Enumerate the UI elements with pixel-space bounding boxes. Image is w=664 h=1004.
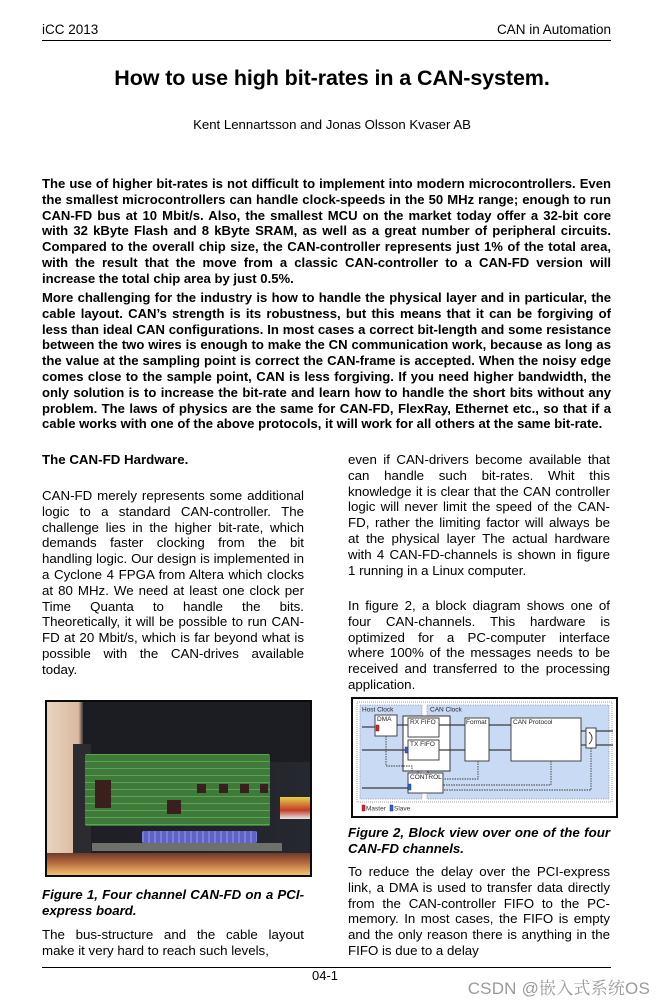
pcb-chip: [240, 784, 249, 793]
svg-text:CAN Protocol: CAN Protocol: [513, 719, 553, 726]
photo-background: [83, 702, 310, 762]
running-header-right: CAN in Automation: [496, 22, 611, 37]
page-number: 04-1: [312, 968, 339, 983]
right-paragraph-1: [348, 452, 610, 578]
abstract-text-2: More challenging for the industry is how to handle the physical layer and in particular, the cable layout. CAN’s strength is its robustness, but this means that it can be forgiving of less than ideal CAN configurations. In most cases a correct bit-length and some resistance between the two wires is enough to make the CN communication work, because as long as the value at the sampling point is correct the CAN-frame is accepted. When the noisy edge comes close to the sample point, CAN is less forgiving. If you need higher bandwidth, the only solution is to increase the bit-rate and learn how to handle the short bits without any problem. The laws of physics are the same for CAN-FD, FlexRay, Ethernet etc., so that if a cable works with one of the above protocols, it will work for all others at the same bit-rate.: [42, 290, 611, 432]
abstract-text-1: The use of higher bit-rates is not difficult to implement into modern microcontrollers. Even the smallest microcontrollers can handle clock-speeds in the 50 MHz range; enough to run CAN-FD bus at 10 Mbit/s. Also, the smallest MCU on the market today offer a 32-bit core with 32 kByte Flash and 8 kByte SRAM, as well as a great number of peripheral circuits. Compared to the overall chip size, the CAN-controller represents just 1% of the total area, with the result that the move from a classic CAN-controller to a CAN-FD version will increase the total chip area by just 0.5%.: [42, 176, 611, 286]
header-rule: [42, 40, 611, 41]
paper-title: How to use high bit-rates in a CAN-system.: [114, 66, 550, 90]
connector: [95, 780, 111, 808]
right-text-1: even if CAN-drivers become available that can handle such bit-rates. Whit this knowledge it is clear that the CAN controller logic will never limit the speed of the CAN-FD, rather the limiting factor will always be at the physical layer The actual hardware with 4 CAN-FD-channels is shown in figure 1 running in a Linux computer.: [348, 452, 610, 578]
photo-foreground: [47, 853, 310, 875]
svg-text:RX FIFO: RX FIFO: [410, 719, 436, 726]
legend-master-icon: [362, 805, 365, 811]
left-text-1: CAN-FD merely represents some additional logic to a standard CAN-controller. The challenge lies in the higher bit-rate, which demands faster clocking from the bit handling logic. Our design is implemented in a Cyclone 4 FPGA from Altera which clocks at 80 MHz. We need at least one clock per Time Quanta to handle the bits. Theoretically, it will be possible to run CAN-FD at 20 Mbit/s, which is far beyond what is possible with the CAN-drives available today.: [42, 488, 304, 677]
section-heading: The CAN-FD Hardware.: [42, 452, 189, 467]
paper-authors: Kent Lennartsson and Jonas Olsson Kvaser AB: [193, 117, 471, 132]
pcb-chip: [260, 784, 268, 793]
figure-2-caption: Figure 2, Block view over one of the four CAN-FD channels.: [348, 825, 610, 856]
pcie-slot: [142, 831, 257, 843]
right-text-3: To reduce the delay over the PCI-express link, a DMA is used to transfer data directly from the CAN-controller FIFO to the PC-memory. In most cases, the FIFO is empty and the only reason there is anything in the FIFO is due to a delay: [348, 864, 610, 958]
cables: [280, 797, 310, 819]
figure-1-photo: [45, 700, 312, 877]
left-paragraph-1: [42, 488, 304, 678]
svg-text:DMA: DMA: [377, 716, 392, 723]
figure-2-block-diagram: [351, 697, 618, 818]
can-clock-label: CAN Clock: [430, 706, 462, 714]
right-paragraph-2: [348, 598, 610, 693]
svg-text:Slave: Slave: [394, 805, 411, 813]
fpga-chip: [167, 800, 181, 814]
left-text-2: The bus-structure and the cable layout make it very hard to reach such levels,: [42, 927, 304, 958]
legend-slave-icon: [390, 805, 393, 811]
svg-text:Master: Master: [366, 805, 386, 813]
svg-text:TX FIFO: TX FIFO: [410, 741, 435, 748]
left-paragraph-2: [42, 927, 304, 959]
svg-text:CONTROL: CONTROL: [410, 774, 442, 781]
svg-text:Format: Format: [466, 719, 487, 726]
host-clock-label: Host Clock: [362, 706, 394, 714]
motherboard-edge: [92, 843, 282, 851]
pcb-chip: [197, 784, 206, 793]
slave-port-icon: [405, 747, 408, 753]
running-header-left: iCC 2013: [42, 22, 99, 37]
pcb-chip: [219, 784, 228, 793]
right-text-2: In figure 2, a block diagram shows one of four CAN-channels. This hardware is optimized for a PC-computer interface where 100% of the messages needs to be received and transferred to the processing application.: [348, 598, 610, 692]
master-port-icon: [376, 725, 379, 731]
abstract-paragraph-1: [42, 176, 611, 287]
abstract-paragraph-2: [42, 290, 611, 432]
right-paragraph-3: [348, 864, 610, 959]
figure-1-caption: Figure 1, Four channel CAN-FD on a PCI-express board.: [42, 887, 304, 918]
watermark: CSDN @嵌入式系统OS: [467, 979, 650, 998]
slave-port-icon: [408, 784, 411, 790]
